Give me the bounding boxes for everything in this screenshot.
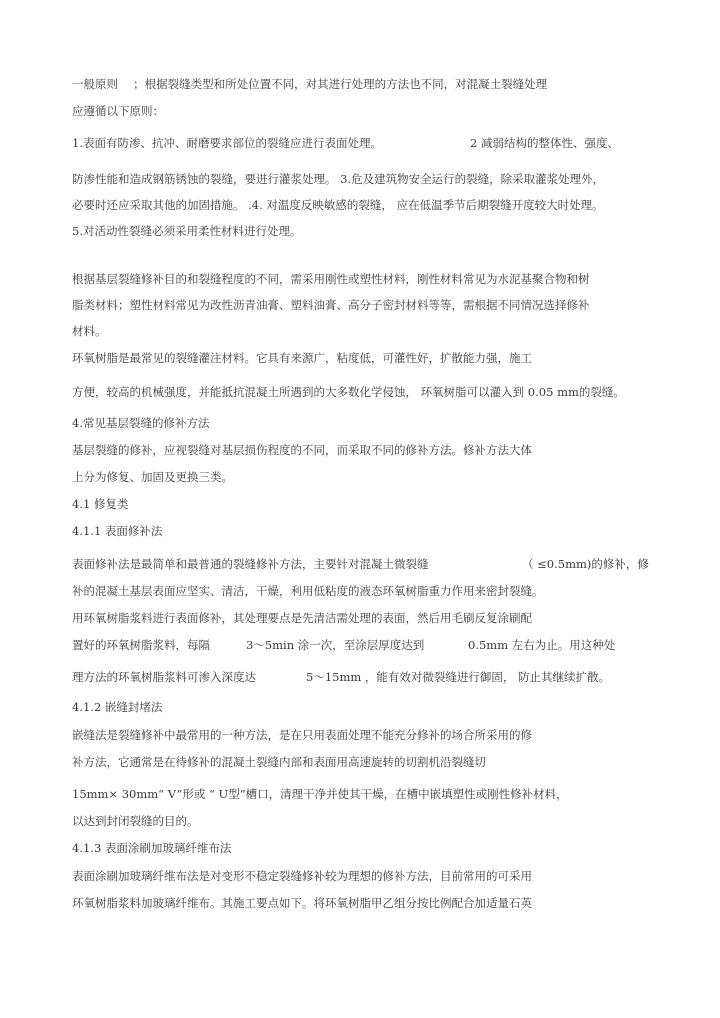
text-line: 必要时还应采取其他的加固措施。 .4. 对温度反映敏感的裂缝， 应在低温季节后期裂缝开度较大时处理。 bbox=[72, 198, 604, 212]
text-line: 环氧树脂浆料加玻璃纤维布。其施工要点如下。将环氧树脂甲乙组分按比例配合加适量石英 bbox=[72, 896, 532, 910]
text-line: 材料。 bbox=[72, 324, 107, 338]
text-line: 方便，较高的机械强度，并能抵抗混凝土所遇到的大多数化学侵蚀， 环氧树脂可以灌入到 0.05 mm的裂缝。 bbox=[72, 385, 625, 399]
text-line: 用环氧树脂浆料进行表面修补，其处理要点是先清洁需处理的表面，然后用毛刷反复涂刷配 bbox=[72, 611, 532, 625]
section-heading: 4.1.3 表面涂刷加玻璃纤维布法 bbox=[72, 841, 232, 855]
text-line: 上分为修复、加固及更换三类。 bbox=[72, 470, 233, 484]
text-line: 表面修补法是最简单和最普通的裂缝修补方法，主要针对混凝土微裂缝 bbox=[72, 557, 429, 571]
text-line: 15mm× 30mm“ V”形或 “ U型”槽口，清理干净并使其干燥，在槽中嵌填塑性或刚性修补材料， bbox=[72, 787, 568, 801]
text-line: 防渗性能和造成钢筋锈蚀的裂缝，要进行灌浆处理。 3.危及建筑物安全运行的裂缝，除采取灌浆处理外， bbox=[72, 172, 605, 186]
text-line: 环氧树脂是最常见的裂缝灌注材料。它具有来源广，粘度低，可灌性好，扩散能力强，施工 bbox=[72, 351, 532, 365]
text-line: 基层裂缝的修补，应视裂缝对基层损伤程度的不同，而采取不同的修补方法。修补方法大体 bbox=[72, 443, 532, 457]
section-heading: 4.1.1 表面修补法 bbox=[72, 524, 163, 538]
text-line: 表面涂刷加玻璃纤维布法是对变形不稳定裂缝修补较为理想的修补方法，目前常用的可采用 bbox=[72, 869, 532, 883]
text-line: 5.对活动性裂缝必须采用柔性材料进行处理。 bbox=[72, 224, 302, 238]
text-line: 防止其继续扩散。 bbox=[518, 670, 610, 684]
text-line: 5～15mm ，能有效对微裂缝进行御固， bbox=[306, 670, 515, 684]
text-line: 0.5mm 左右为止。用这种处 bbox=[468, 638, 616, 652]
text-line: 以达到封闭裂缝的目的。 bbox=[72, 814, 199, 828]
text-line: 补方法，它通常是在待修补的混凝土裂缝内部和表面用高速旋转的切割机沿裂缝切 bbox=[72, 755, 486, 769]
text-line: 1.表面有防渗、抗冲、耐磨要求部位的裂缝应进行表面处理。 bbox=[72, 136, 382, 150]
text-line: 置好的环氧树脂浆料，每隔 bbox=[72, 638, 210, 652]
text-line: （ ≤0.5mm)的修补，修 bbox=[522, 557, 649, 571]
text-line: 应遵循以下原则： bbox=[72, 104, 164, 118]
text-line: 根据基层裂缝修补目的和裂缝程度的不同，需采用刚性或塑性材料，刚性材料常见为水泥基聚合物和树 bbox=[72, 272, 590, 286]
text-line: 理方法的环氧树脂浆料可渗入深度达 bbox=[72, 670, 256, 684]
text-line: 2 减弱结构的整体性、强度、 bbox=[470, 136, 619, 150]
text-line: 补的混凝土基层表面应坚实、清洁，干燥，利用低粘度的液态环氧树脂重力作用来密封裂缝。 bbox=[72, 584, 544, 598]
section-heading: 4.常见基层裂缝的修补方法 bbox=[72, 416, 210, 430]
text-line: 脂类材料；塑性材料常见为改性沥青油膏、塑料油膏、高分子密封材料等等，需根据不同情况选择修补 bbox=[72, 298, 590, 312]
text-line: 一般原则 ；根据裂缝类型和所处位置不同，对其进行处理的方法也不同，对混凝土裂缝处理 bbox=[72, 77, 548, 91]
text-line: 嵌缝法是裂缝修补中最常用的一种方法，是在只用表面处理不能充分修补的场合所采用的修 bbox=[72, 728, 532, 742]
section-heading: 4.1 修复类 bbox=[72, 497, 129, 511]
section-heading: 4.1.2 嵌缝封堵法 bbox=[72, 700, 163, 714]
text-line: 3～5min 涂一次，至涂层厚度达到 bbox=[246, 638, 425, 652]
